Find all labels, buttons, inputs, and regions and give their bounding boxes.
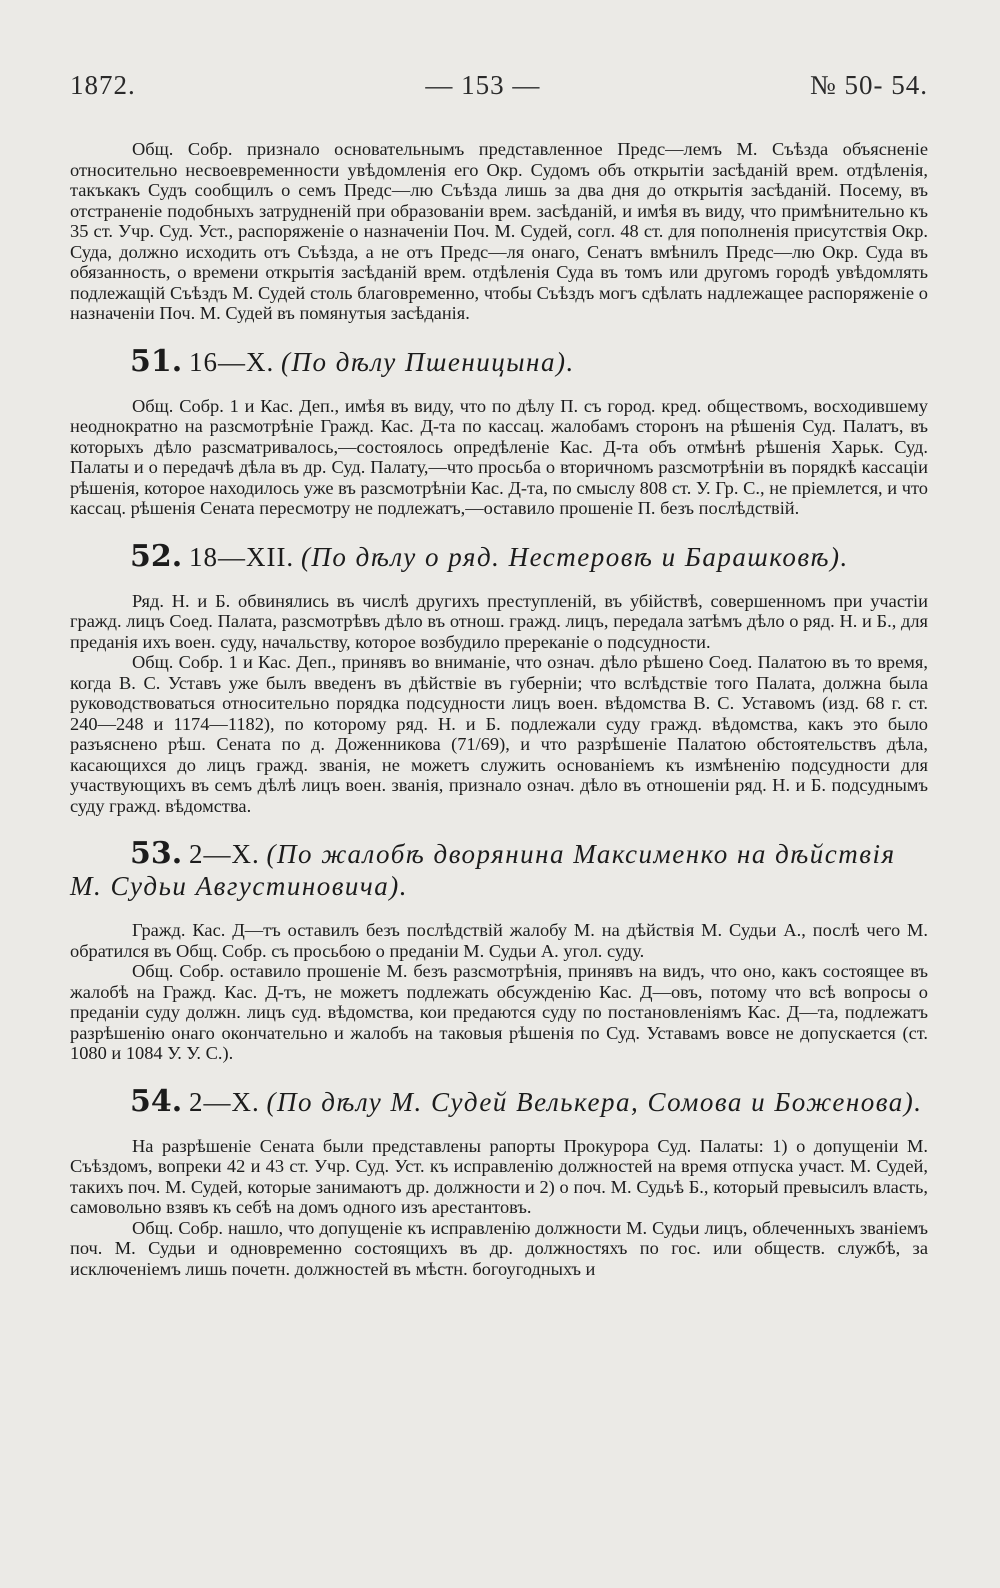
running-header [70,70,928,101]
entry-paragraph: Ряд. Н. и Б. обвинялись въ числѣ другихъ преступленій, въ убійствѣ, совершенномъ при участіи гражд. лицъ Соед. Палата, разсмотрѣвъ дѣло въ отнош. гражд. лицъ, передала затѣмъ дѣло о ряд. Н. и Б., для преданія ихъ воен. суду, начальству, которое возбудило пререканіе о подсудности. [70,590,928,652]
entry-51 [70,343,928,519]
entry-title: (По дѣлу о ряд. Нестеровѣ и Барашковѣ). [300,541,849,572]
entry-date: 16—X. [188,346,275,377]
entry-number: 52. [130,538,183,574]
entry-number: 51. [130,343,183,379]
entry-date: 18—XII. [188,541,295,572]
entry-paragraph: Общ. Собр. 1 и Кас. Деп., имѣя въ виду, что по дѣлу П. съ город. кред. обществомъ, восходившему неоднократно на разсмотрѣніе Гражд. Кас. Д-та по кассац. жалобамъ сторонъ на рѣшенія Суд. Палатъ, въ которыхъ дѣло разсматривалось,—состоялось опредѣленіе Кас. Д-та объ отмѣнѣ рѣшенія Харьк. Суд. Палаты и о передачѣ дѣла въ др. Суд. Палату,—что просьба о вторичномъ разсмотрѣніи въ порядкѣ кассаціи рѣшенія, которое находилось уже въ разсмотрѣніи Кас. Д-та, по смыслу 808 ст. У. Гр. С., не пріемлется, и что кассац. рѣшенія Сената пересмотру не подлежатъ,—оставило прошеніе П. безъ послѣдствій. [70,395,928,518]
entry-paragraph: Общ. Собр. нашло, что допущеніе къ исправленію должности М. Судьи лицъ, облеченныхъ званіемъ поч. М. Судьи и одновременно состоящихъ въ др. должностяхъ по гос. или обществ. службѣ, за исключеніемъ лишь почетн. должностей въ мѣстн. богоугодныхъ и [70,1217,928,1279]
entry-number: 54. [130,1083,183,1119]
entry-heading [70,838,928,902]
entry-heading [70,1083,928,1119]
entry-heading [70,538,928,574]
entry-paragraph: Общ. Собр. 1 и Кас. Деп., принявъ во вниманіе, что означ. дѣло рѣшено Соед. Палатою въ то время, когда В. С. Уставъ уже былъ введенъ въ дѣйствіе въ губерніи; что вслѣдствіе того Палата, должна была руководствоваться относительно порядка подсудности лицъ воен. вѣдомства В. С. Уставомъ (изд. 68 г. ст. 240—248 и 1174—1182), по которому ряд. Н. и Б. подлежали суду гражд. вѣдомства, какъ это было разъяснено рѣш. Сената по д. Доженникова (71/69), и что разрѣшеніе Палатою обстоятельствъ дѣла, касающихся до лицъ гражд. званія, не можетъ служить основаніемъ къ измѣненію подсудности для участвующихъ въ семъ дѣлѣ лицъ воен. званія, признало означ. дѣло въ отношеніи ряд. Н. и Б. подсуднымъ суду гражд. вѣдомства. [70,652,928,816]
entry-title: (По жалобѣ дворянина Максименко на дѣйствія М. Судьи Августиновича). [70,839,896,901]
entry-53 [70,838,928,1064]
entry-heading [70,343,928,379]
intro-paragraph: Общ. Собр. признало основательнымъ представленное Предс—лемъ М. Съѣзда объясненіе относительно несвоевременности увѣдомленія его Окр. Судомъ объ открытіи засѣданій врем. отдѣленія, такъкакъ Судъ сообщилъ о семъ Предс—лю Съѣзда лишь за два дня до открытія засѣданій. Посему, въ отстраненіе подобныхъ затрудненій при образованіи врем. засѣданій, и имѣя въ виду, что примѣнительно къ 35 ст. Учр. Суд. Уст., распоряженіе о назначеніи Поч. М. Судей, согл. 48 ст. для пополненія присутствія Окр. Суда, должно исходить отъ Съѣзда, а не отъ Предс—ля онаго, Сенатъ вмѣнилъ Предс—лю Окр. Суда въ обязанность, о времени открытія засѣданій врем. отдѣленія Суда въ томъ или другомъ городѣ увѣдомлять подлежащій Съѣздъ М. Судей столь благовременно, чтобы Съѣздъ могъ сдѣлать надлежащее распоряженіе о назначеніи Поч. М. Судей въ помянутыя засѣданія. [70,139,928,323]
header-year: 1872. [70,70,136,100]
entry-paragraph: Гражд. Кас. Д—тъ оставилъ безъ послѣдствій жалобу М. на дѣйствія М. Судьи А., послѣ чего М. обратился въ Общ. Собр. съ просьбою о преданіи М. Судьи А. угол. суду. [70,920,928,961]
entry-date: 2—X. [188,839,260,869]
entry-number: 53. [130,836,183,871]
entry-52 [70,538,928,817]
entry-date: 2—X. [188,1086,260,1117]
entry-title: (По дѣлу Пшеницына). [280,346,575,377]
entry-title: (По дѣлу М. Судей Велькера, Сомова и Боженова). [266,1086,923,1117]
header-entry-range: № 50- 54. [809,70,928,100]
page-number: — 153 — [425,70,541,100]
entry-paragraph: Общ. Собр. оставило прошеніе М. безъ разсмотрѣнія, принявъ на видъ, что оно, какъ состоящее въ жалобѣ на Гражд. Кас. Д-тъ, не можетъ подлежать обсужденію Кас. Д—овъ, потому что всѣ вопросы о преданіи суду должн. лицъ суд. вѣдомства, кои предаются суду по постановленіямъ Кас. Д—та, подлежатъ разрѣшенію онаго окончательно и жалобъ на таковыя рѣшенія по Суд. Уставамъ вовсе не допускается (ст. 1080 и 1084 У. У. С.). [70,961,928,1063]
entry-paragraph: На разрѣшеніе Сената были представлены рапорты Прокурора Суд. Палаты: 1) о допущеніи М. Съѣздомъ, вопреки 42 и 43 ст. Учр. Суд. Уст. къ исправленію должностей на время отпуска участ. М. Судей, такихъ поч. М. Судей, которые занимаютъ др. должности и 2) о поч. М. Судьѣ Б., который превысилъ власть, самовольно взявъ къ себѣ на домъ одного изъ арестантовъ. [70,1135,928,1217]
entry-54 [70,1083,928,1280]
